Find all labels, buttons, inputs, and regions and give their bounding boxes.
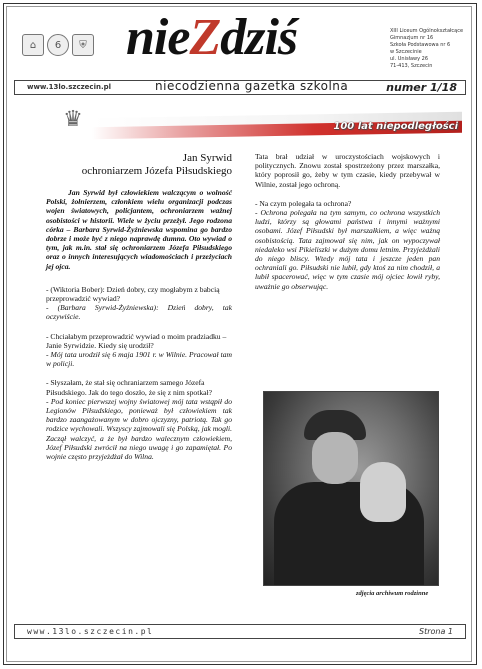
footer-url-link[interactable]: www.13lo.szczecin.pl xyxy=(27,627,154,636)
right-column xyxy=(255,152,440,301)
article-title-line1: Jan Syrwid xyxy=(182,152,232,164)
address-line: Gimnazjum nr 16 xyxy=(390,35,434,41)
masthead-z: Z xyxy=(189,9,221,66)
article-title xyxy=(46,152,232,178)
masthead-pre: nie xyxy=(126,9,190,66)
masthead xyxy=(126,9,298,66)
answer: - (Barbara Syrwid-Żyźniewska): Dzień dobry, tak oczywiście. xyxy=(46,303,232,322)
issue-number: numer 1/18 xyxy=(386,81,457,94)
shield-icon: ⛨ xyxy=(72,34,94,56)
family-photo xyxy=(263,391,439,586)
question: - Chciałabym przeprowadzić wywiad o moim pradziadku – Janie Syrwidzie. Kiedy się urodził? xyxy=(46,331,227,350)
question: - (Wiktoria Bober): Dzień dobry, czy mogłabym z babcią przeprowadzić wywiad? xyxy=(46,284,220,304)
photo-caption: zdjęcia archiwum rodzinne xyxy=(356,590,429,597)
address-line: XIII Liceum Ogólnokształcące xyxy=(390,28,464,34)
polish-eagle-icon: ♛ xyxy=(63,106,83,131)
question: - Na czym polegała ta ochrona? xyxy=(255,198,352,208)
right-paragraph: Tata brał udział w uroczystościach wojskowych i politycznych. Znowu został spostrzeżony przez marszałka, który poprosił go, żeby w tym czasie, kiedy przebywał w Wilnie, został jego ochroną. xyxy=(255,152,440,189)
school-logos xyxy=(22,34,94,56)
number-6-logo-icon: 6 xyxy=(47,34,69,56)
independence-banner xyxy=(60,103,460,141)
banner-text: 100 lat niepodległości xyxy=(333,121,458,132)
header-url-link[interactable]: www.13lo.szczecin.pl xyxy=(27,83,112,91)
article-lead: Jan Syrwid był człowiekiem walczącym o wolność Polski, żołnierzem, członkiem wielu organizacji podczas wojen światowych, policjantem, ochroniarzem ważnej osobistości w historii. Wiele w życiu przeżył. Jego rodzona córka – Barbara Syrwid-Żyźniewska wspomina go bardzo dobrze i może być z niego naprawdę dumna. Oto wywiad o tym, jak m.in. stał się ochroniarzem Józefa Piłsudskiego oraz o innych interesujących wiadomościach i przeżyciach jej ojca. xyxy=(46,188,232,271)
question: - Słyszałam, że stał się ochraniarzem samego Józefa Piłsudskiego. Jak do tego doszło, że się z nim spotkał? xyxy=(46,378,212,397)
footer-bar xyxy=(14,624,466,639)
subtitle: niecodzienna gazetka szkolna xyxy=(155,79,349,93)
address-line: 71-413, Szczecin xyxy=(390,63,433,69)
school-address xyxy=(390,28,472,70)
answer: - Pod koniec pierwszej wojny światowej mój tata wstąpił do Legionów Piłsudskiego, ponieważ był człowiekiem tak bardzo zaangażowanym w dobro ojczyzny, patriotą. Tak go rodzice wychowali. Wszyscy zajmowali się Polską, jak mogli. Zaczął walczyć, a że był bardzo walecznym człowiekiem, Józef Piłsudski zwrócił na niego uwagę i go zapamiętał. Po wojnie często przyjeżdżał do Wilna. xyxy=(46,396,232,462)
masthead-post: dziś xyxy=(220,9,298,66)
page-number: Strona 1 xyxy=(418,627,453,636)
header-bar xyxy=(14,80,466,95)
address-line: ul. Unisławy 26 xyxy=(390,56,429,62)
left-column xyxy=(46,152,232,471)
address-line: w Szczecinie xyxy=(390,49,422,55)
answer: - Mój tata urodził się 6 maja 1901 r. w Wilnie. Pracował tam w policji. xyxy=(46,350,232,369)
answer: - Ochrona polegała na tym samym, co ochrona wszystkich ludzi, którzy są głowami państwa i innymi ważnymi osobami. Józef Piłsudski był marszałkiem, a więc ważną osobistością. Tata zajmował się nim, jak on wypoczywał niedaleko wsi Pikieliszki w dużym domu letnim. Przyjeżdżali do niego bliscy. Wtedy mój tata i jeszcze jeden pan ochraniali go. Piłsudski nie lubił, gdy ktoś za nim chodził, a lubił spacerować, więc w tym czasie mój ojciec łowił ryby, uważnie go obserwując. xyxy=(255,208,440,291)
school-crest-icon: ⌂ xyxy=(22,34,44,56)
address-line: Szkoła Podstawowa nr 6 xyxy=(390,42,451,48)
photo-face xyxy=(312,432,358,484)
article-title-line2: ochroniarzem Józefa Piłsudskiego xyxy=(81,165,232,177)
photo-child xyxy=(360,462,406,522)
